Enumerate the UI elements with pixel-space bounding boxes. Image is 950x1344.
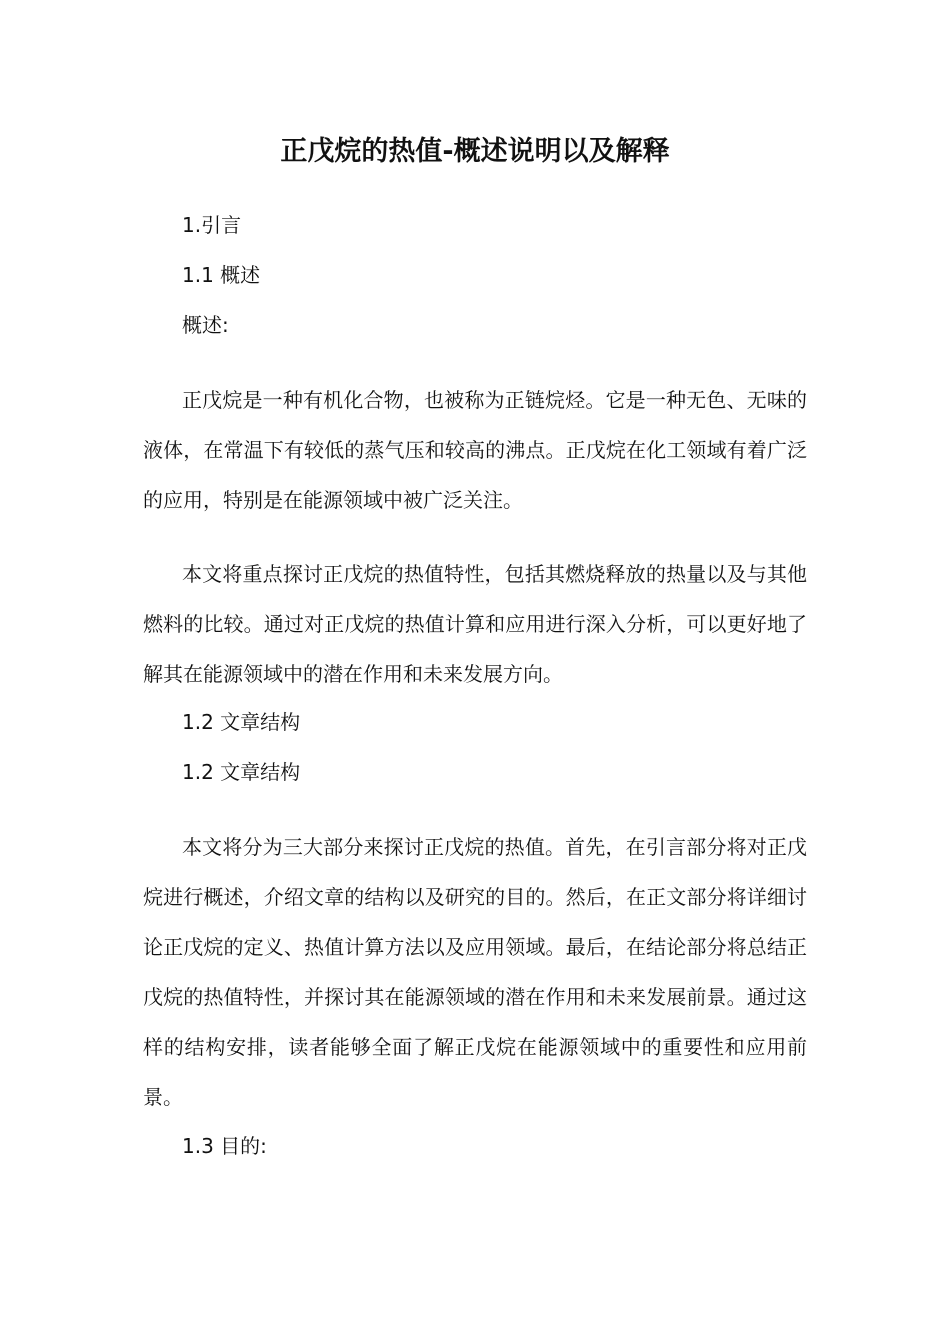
paragraph-overview-1: 正戊烷是一种有机化合物，也被称为正链烷烃。它是一种无色、无味的液体，在常温下有较低的蒸气压和较高的沸点。正戊烷在化工领域有着广泛的应用，特别是在能源领域中被广泛关注。	[143, 388, 807, 512]
document-title: 正戊烷的热值-概述说明以及解释	[280, 136, 670, 167]
overview-label: 概述:	[182, 313, 229, 337]
paragraph-structure: 本文将分为三大部分来探讨正戊烷的热值。首先，在引言部分将对正戊烷进行概述，介绍文章的结构以及研究的目的。然后，在正文部分将详细讨论正戊烷的定义、热值计算方法以及应用领域。最后，在结论部分将总结正戊烷的热值特性，并探讨其在能源领域的潜在作用和未来发展前景。通过这样的结构安排，读者能够全面了解正戊烷在能源领域中的重要性和应用前景。	[143, 835, 807, 1109]
heading-structure: 1.2 文章结构	[182, 710, 301, 734]
heading-overview: 1.1 概述	[182, 263, 261, 287]
heading-purpose: 1.3 目的:	[182, 1134, 267, 1158]
heading-introduction: 1.引言	[182, 213, 242, 237]
heading-structure-repeat: 1.2 文章结构	[182, 760, 301, 784]
paragraph-overview-2: 本文将重点探讨正戊烷的热值特性，包括其燃烧释放的热量以及与其他燃料的比较。通过对正戊烷的热值计算和应用进行深入分析，可以更好地了解其在能源领域中的潜在作用和未来发展方向。	[143, 562, 807, 686]
